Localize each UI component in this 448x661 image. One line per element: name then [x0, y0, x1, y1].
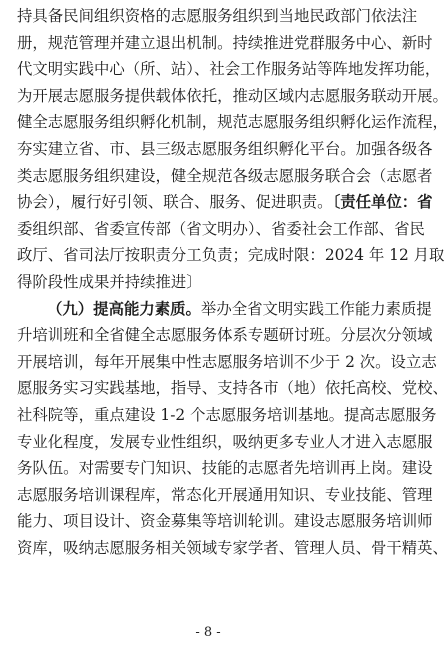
text-line: 务队伍。对需要专门知识、技能的志愿者先培训再上岗。建设 [17, 459, 433, 478]
responsibility-line: 得阶段性成果并持续推进〕 [17, 272, 202, 291]
text-line: 志愿服务培训课程库，常态化开展通用知识、专业技能、管理 [17, 485, 433, 504]
section-heading-line [17, 296, 432, 323]
text-line: 开展培训，每年开展集中性志愿服务培训不少于 2 次。设立志 [17, 352, 437, 371]
text-line: 为开展志愿服务提供载体依托，推动区域内志愿服务联动开展。 [17, 86, 448, 105]
text-line: 代文明实践中心（所、站）、社会工作服务站等阵地发挥功能， [17, 60, 441, 79]
text-line: 册，规范管理并建立退出机制。持续推进党群服务中心、新时 [17, 33, 433, 52]
line-text: 协会），履行好引领、联合、服务、促进职责。 [17, 193, 333, 212]
text-line: 资库，吸纳志愿服务相关领域专家学者、管理人员、骨干精英、 [17, 538, 448, 557]
body-text [17, 3, 448, 561]
responsibility-line: 政厅、省司法厅按职责分工负责；完成时限：2024 年 12 月取 [17, 246, 445, 265]
text-line: 升培训班和全省健全志愿服务体系专题研讨班。分层次分领域 [17, 326, 433, 345]
responsibility-label: 〔责任单位：省 [332, 193, 433, 212]
text-line: 能力、项目设计、资金募集等培训轮训。建设志愿服务培训师 [17, 512, 433, 531]
text-line: 持具备民间组织资格的志愿服务组织到当地民政部门依法注 [17, 7, 418, 25]
text-line: 愿服务实习实践基地，指导、支持各市（地）依托高校、党校、 [17, 379, 448, 398]
text-line: 类志愿服务组织建设，健全规范各级志愿服务联合会（志愿者 [17, 166, 433, 185]
text-line [17, 189, 433, 216]
text-line: 专业化程度，发展专业性组织，吸纳更多专业人才进入志愿服 [17, 432, 433, 451]
line-text: 举办全省文明实践工作能力素质提 [200, 299, 432, 318]
text-line: 夯实建立省、市、县三级志愿服务组织孵化平台。加强各级各 [17, 139, 433, 158]
section-heading: （九）提高能力素质。 [47, 299, 201, 318]
page-number: - 8 - [195, 625, 221, 640]
text-line: 社科院等，重点建设 1-2 个志愿服务培训基地。提高志愿服务 [17, 405, 437, 424]
text-line: 健全志愿服务组织孵化机制，规范志愿服务组织孵化运作流程， [17, 113, 448, 132]
responsibility-line: 委组织部、省委宣传部（省文明办）、省委社会工作部、省民 [17, 219, 425, 238]
